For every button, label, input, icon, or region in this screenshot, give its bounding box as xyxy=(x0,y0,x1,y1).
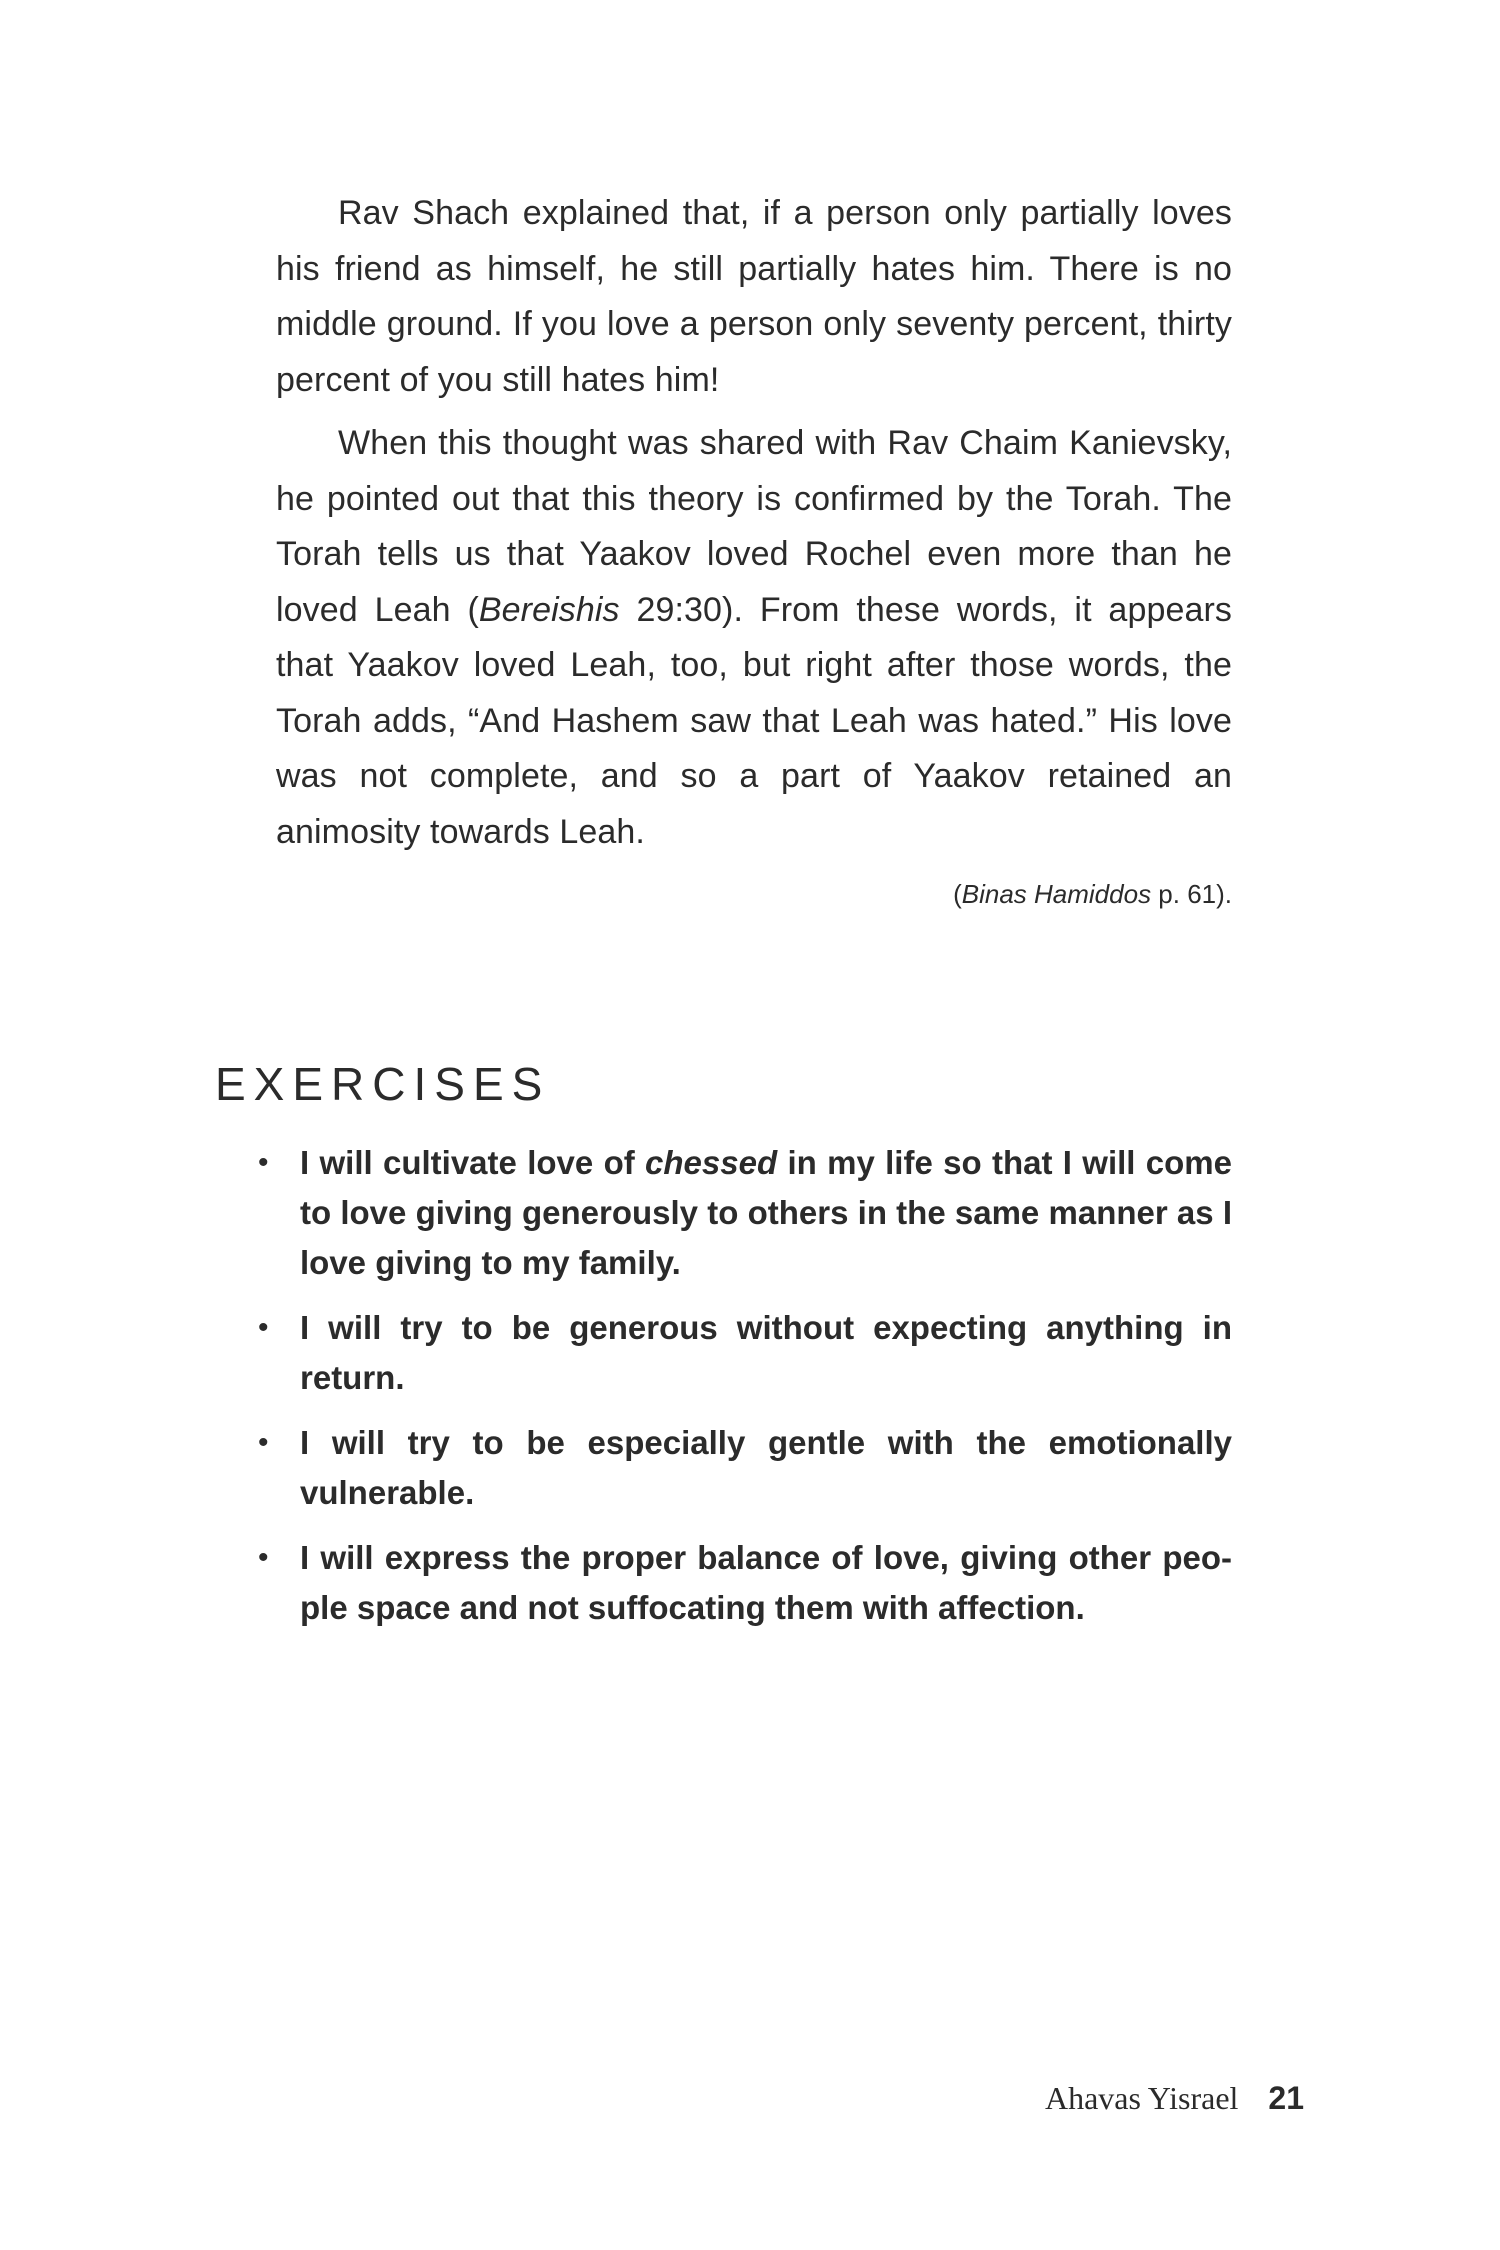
paragraph-text: Rav Shach explained that, if a person only partially loves his friend as himself, he still partially hates him. There is no middle ground. If you love a person only seventy percent, thirty percent of you still hates him! xyxy=(276,194,1232,399)
exercise-text: in my life so that I will come to love giving generously to others in the same manner as I love giving to my family. xyxy=(300,1144,1232,1281)
exercise-list xyxy=(258,1138,1232,1648)
citation-book-title: Binas Hamiddos xyxy=(961,879,1152,909)
paragraph-text: When this thought was shared with Rav Chaim Kanievsky, he pointed out that this theory is confirmed by the Torah. The Torah tells us that Yaakov loved Rochel even more than he loved Leah ( xyxy=(276,424,1232,629)
bullet-icon: • xyxy=(258,1311,269,1344)
bullet-icon: • xyxy=(258,1541,269,1574)
exercise-text: I will express the proper balance of love, giving other peo-ple space and not suffocating them with affection. xyxy=(300,1539,1232,1626)
exercise-text: I will cultivate love of xyxy=(300,1144,646,1181)
exercise-text: I will try to be generous without expecting anything in return. xyxy=(300,1309,1232,1396)
exercise-item xyxy=(258,1418,1232,1518)
citation-open: ( xyxy=(953,879,962,909)
bullet-icon: • xyxy=(258,1426,269,1459)
running-title: Ahavas Yisrael xyxy=(1044,2080,1239,2116)
paragraph-rav-shach xyxy=(276,186,1232,408)
exercise-item xyxy=(258,1533,1232,1633)
exercises-heading: EXERCISES xyxy=(215,1058,551,1110)
exercise-item xyxy=(258,1303,1232,1403)
page-footer xyxy=(1045,2080,1304,2117)
bullet-icon: • xyxy=(258,1146,269,1179)
page-number: 21 xyxy=(1268,2080,1304,2116)
book-title: Bereishis xyxy=(478,590,620,629)
source-citation xyxy=(276,876,1232,912)
citation-page: p. 61). xyxy=(1151,879,1232,909)
exercise-text: I will try to be especially gentle with the emotionally vulnerable. xyxy=(300,1424,1232,1511)
paragraph-text: 29:30). From these words, it appears that Yaakov loved Leah, too, but right after those words, the Torah adds, “And Hashem saw that Leah was hated.” His love was not complete, and so a part of Yaakov retained an animosity towards Leah. xyxy=(276,590,1233,851)
paragraph-rav-chaim xyxy=(276,416,1232,860)
exercise-item xyxy=(258,1138,1232,1288)
exercise-emphasis: chessed xyxy=(645,1144,778,1181)
body-text xyxy=(276,186,1232,860)
